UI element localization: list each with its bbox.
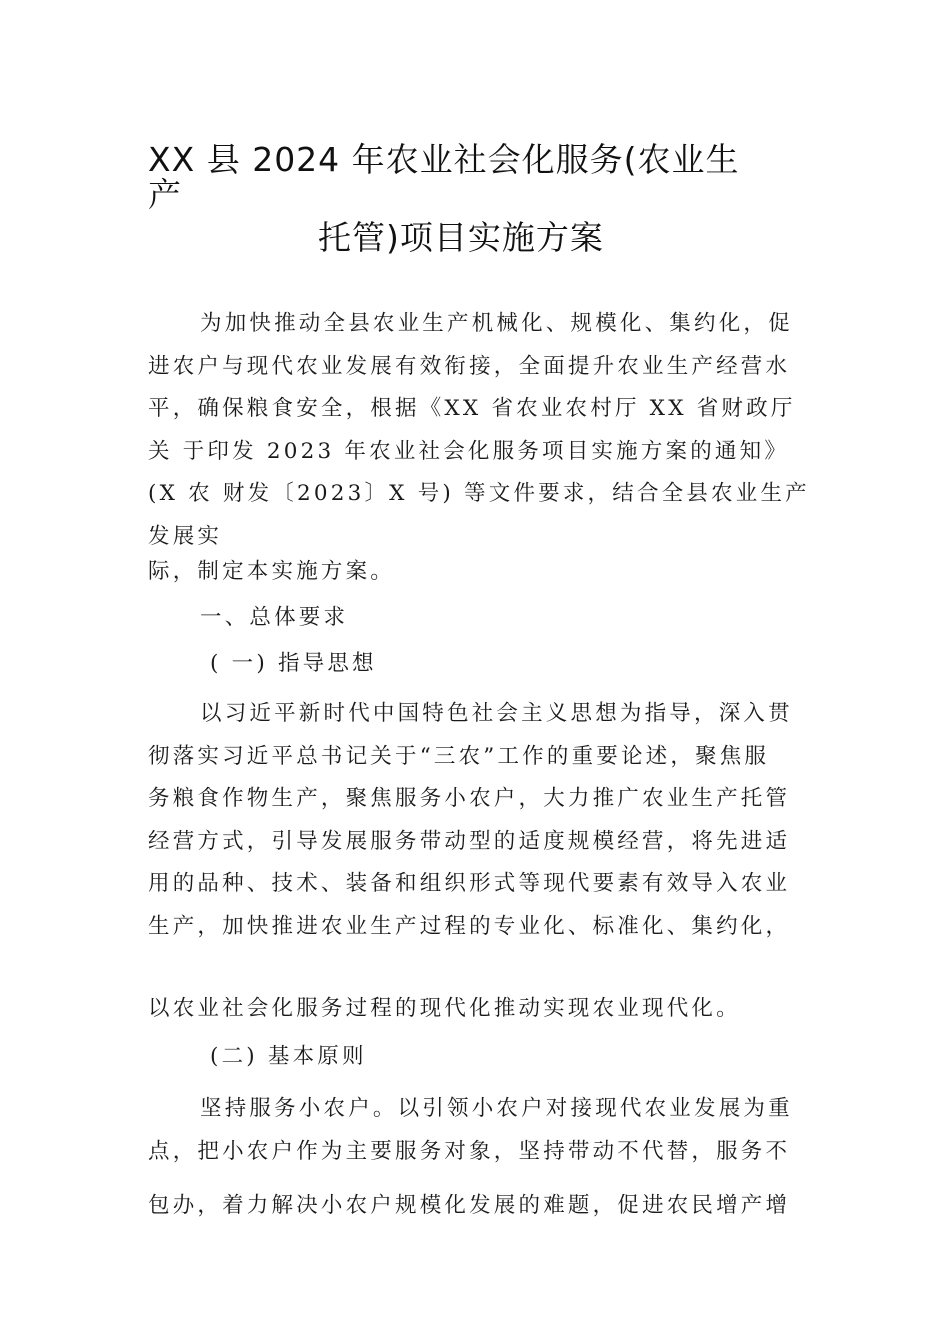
- subsection-heading-1: [148, 643, 808, 686]
- title-line-3: 托管)项目实施方案: [318, 218, 604, 257]
- intro-line: 平，确保粮食安全，根据《XX 省农业农村厅 XX 省财政厅: [148, 396, 796, 421]
- paragraph-tail-line: 包办，着力解决小农户规模化发展的难题，促进农民增产增: [148, 1193, 791, 1218]
- paragraph-line: 以习近平新时代中国特色社会主义思想为指导，深入贯: [200, 701, 793, 726]
- paragraph-line: 坚持服务小农户。以引领小农户对接现代农业发展为重: [200, 1096, 793, 1121]
- title-line-1: XX 县 2024 年农业社会化服务(农业生: [148, 140, 740, 179]
- intro-line: (X 农 财发〔2023〕X 号) 等文件要求，结合全县农业生产: [148, 481, 810, 506]
- guiding-thought-paragraph: [148, 693, 808, 948]
- basic-principles-paragraph: [148, 1088, 808, 1173]
- paragraph-line: 用的品种、技术、装备和组织形式等现代要素有效导入农业: [148, 871, 791, 896]
- section-heading-text: 一、总体要求: [200, 605, 349, 630]
- subsection-heading-text: (二) 基本原则: [210, 1044, 367, 1069]
- intro-tail-line: 际，制定本实施方案。: [148, 559, 396, 584]
- intro-line: 发展实: [148, 523, 223, 549]
- basic-principles-tail: [148, 1185, 808, 1228]
- paragraph-tail-line: 以农业社会化服务过程的现代化推动实现农业现代化。: [148, 996, 741, 1021]
- intro-line: 进农户与现代农业发展有效衔接，全面提升农业生产经营水: [148, 353, 791, 379]
- intro-tail: [148, 551, 808, 594]
- subsection-heading-text: ( 一) 指导思想: [210, 651, 377, 676]
- paragraph-line: 务粮食作物生产，聚焦服务小农户，大力推广农业生产托管: [148, 786, 791, 811]
- paragraph-line: 彻落实习近平总书记关于“三农”工作的重要论述，聚焦服: [148, 743, 770, 769]
- paragraph-line: 生产，加快推进农业生产过程的专业化、标准化、集约化，: [148, 913, 791, 939]
- title-line-2: 产: [148, 175, 182, 214]
- paragraph-line: 点，把小农户作为主要服务对象，坚持带动不代替，服务不: [148, 1138, 791, 1164]
- subsection-heading-2: [148, 1036, 808, 1079]
- intro-paragraph: [148, 303, 808, 558]
- guiding-thought-tail: [148, 988, 808, 1031]
- paragraph-line: 经营方式，引导发展服务带动型的适度规模经营，将先进适: [148, 828, 791, 854]
- section-heading-1: [148, 597, 808, 640]
- intro-line: 关 于印发 2023 年农业社会化服务项目实施方案的通知》: [148, 438, 790, 464]
- intro-line: 为加快推动全县农业生产机械化、规模化、集约化，促: [200, 311, 793, 336]
